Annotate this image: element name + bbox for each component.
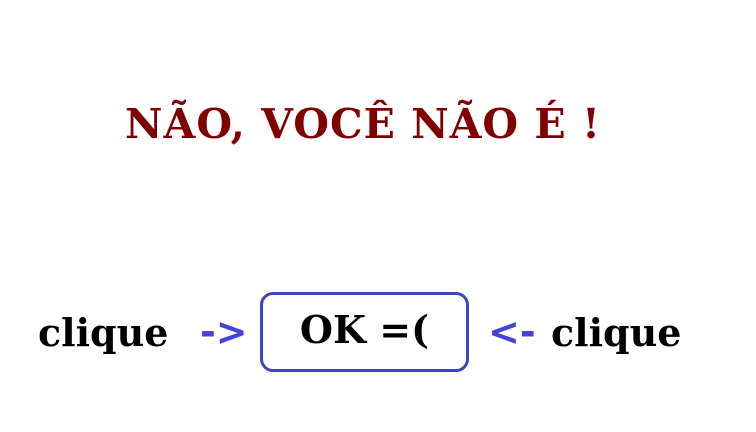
clique-label-left: clique <box>38 310 169 355</box>
ok-button-label: OK =( <box>299 307 430 352</box>
ok-button[interactable] <box>260 292 469 372</box>
headline: NÃO, VOCÊ NÃO É ! <box>125 100 601 148</box>
clique-label-right: clique <box>551 310 682 355</box>
left-arrow-icon: <- <box>488 310 536 354</box>
right-arrow-icon: -> <box>200 310 248 354</box>
ok-prompt-row <box>0 292 756 378</box>
